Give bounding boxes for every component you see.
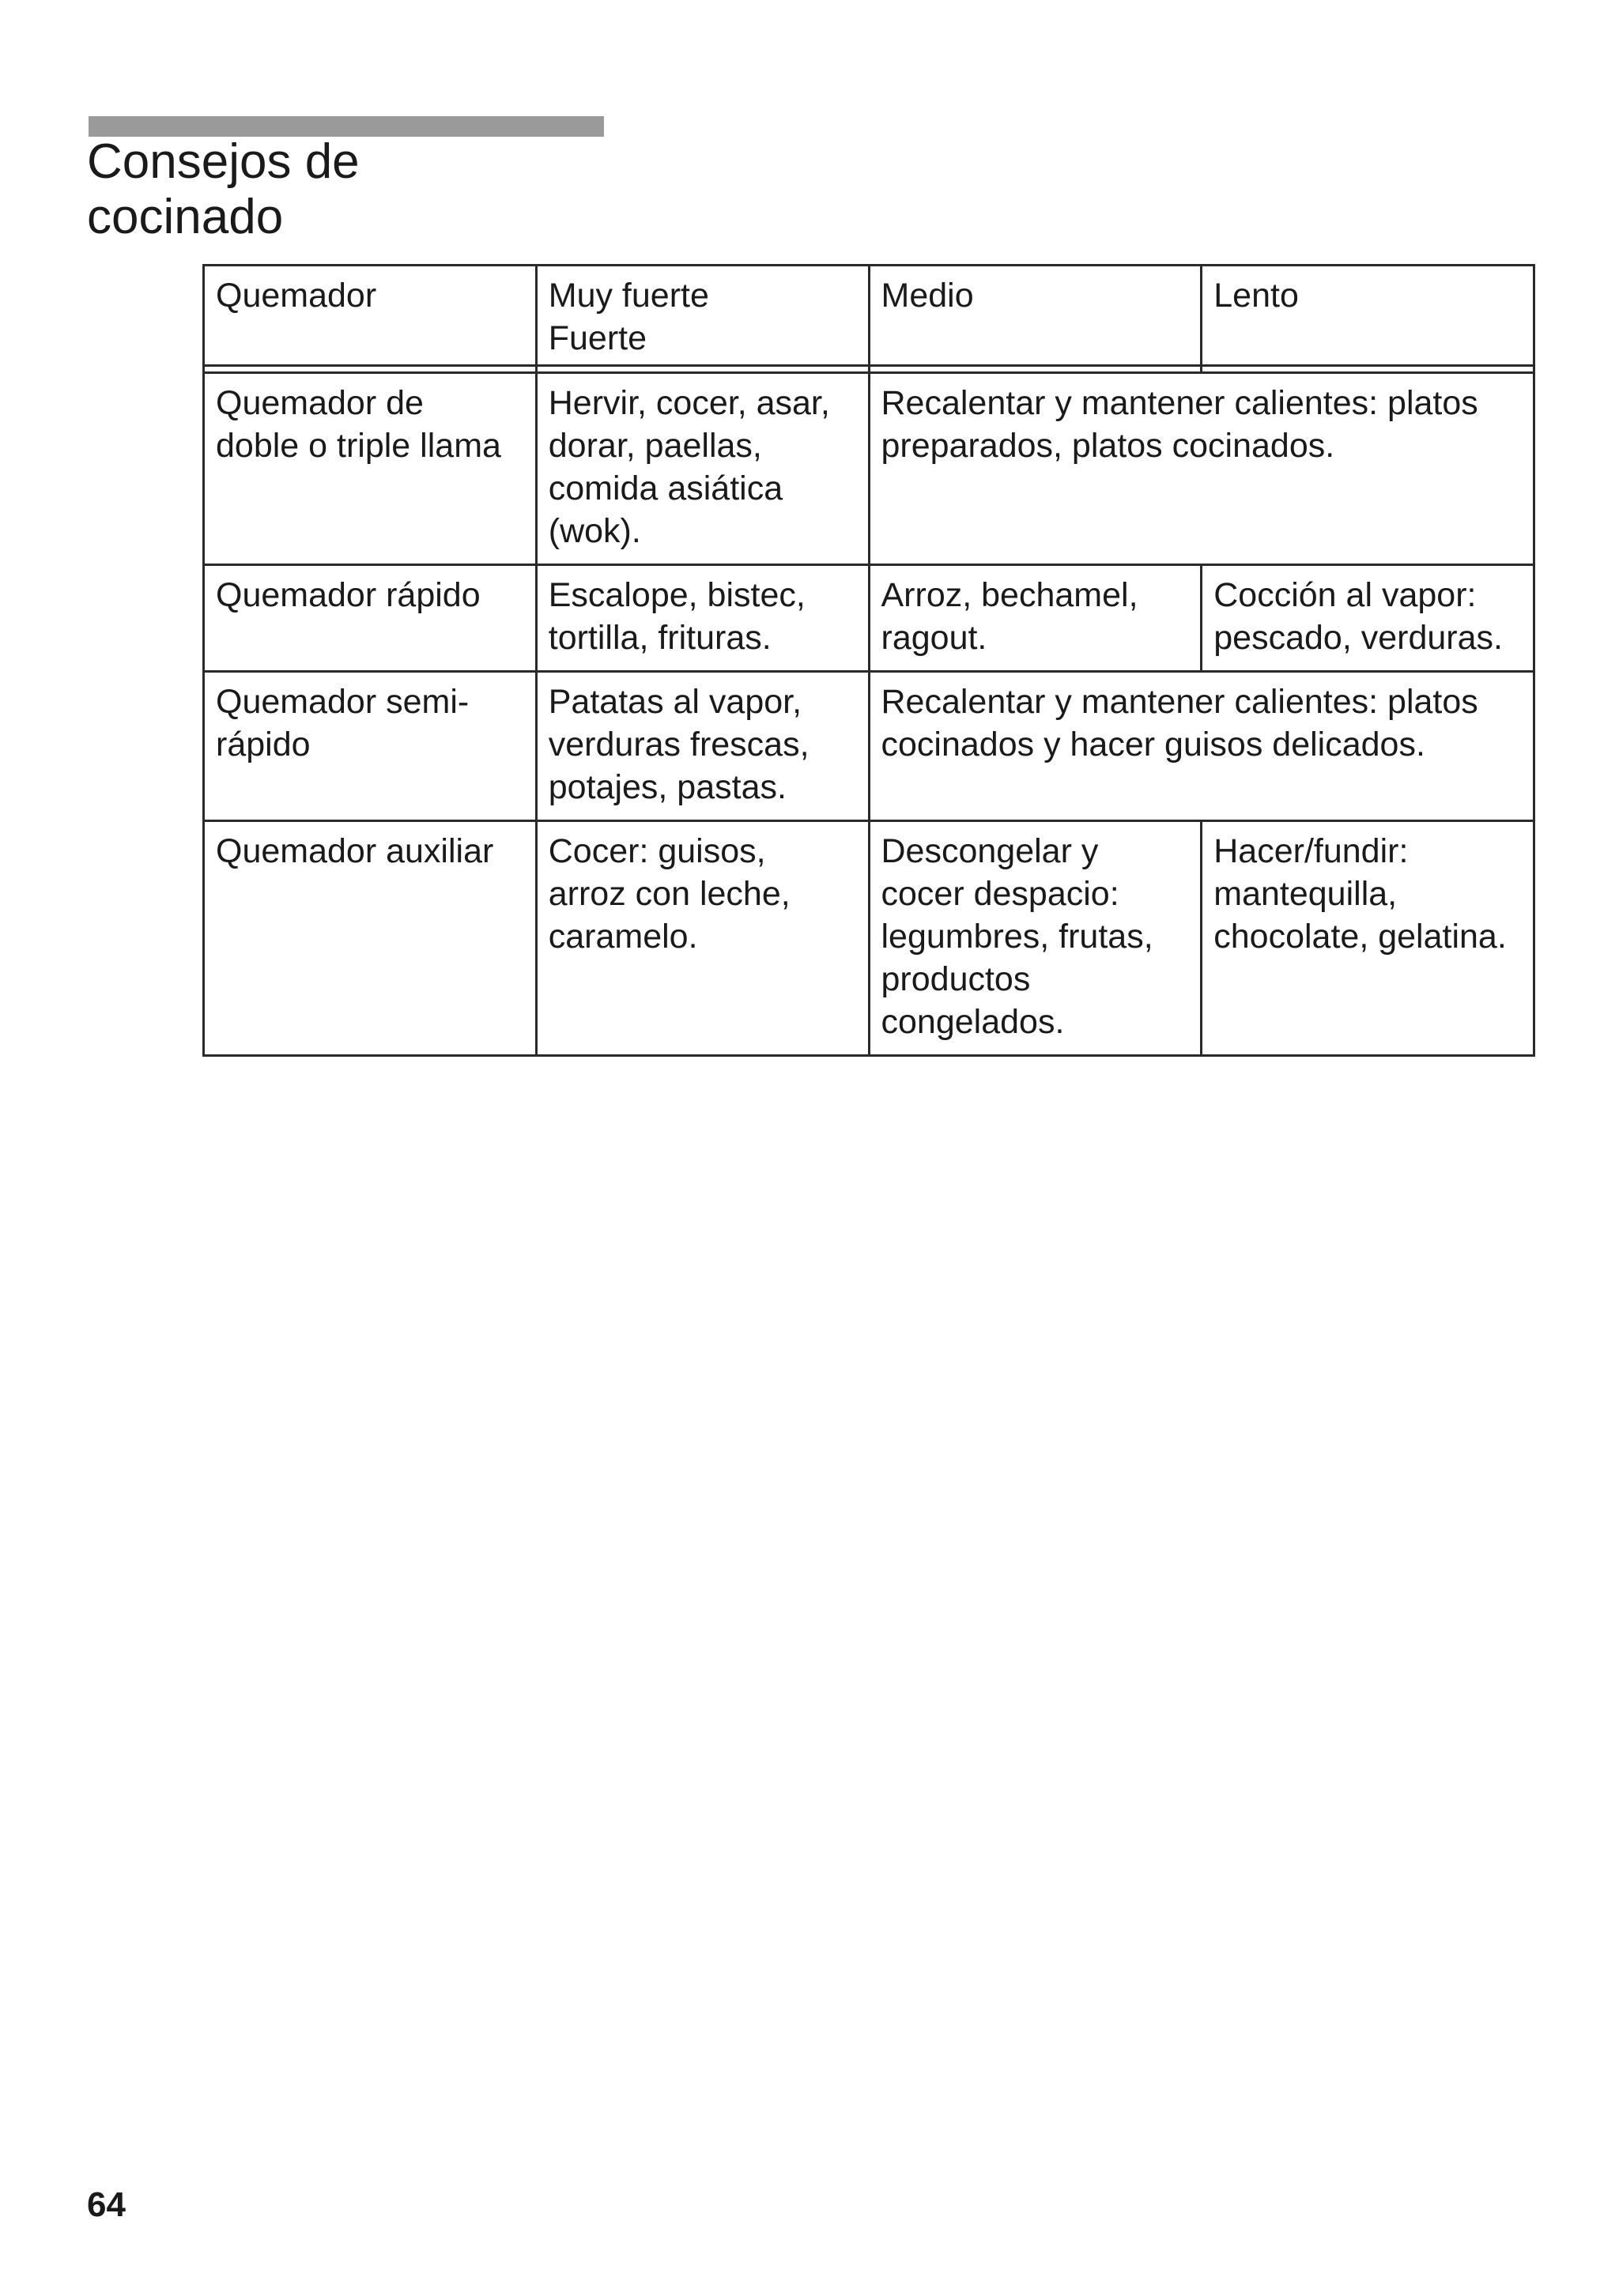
cell-medium: Arroz, bechamel, ragout. [869,565,1202,672]
cell-burner: Quemador de doble o triple llama [204,373,537,565]
cell-very-strong: Cocer: guisos, arroz con leche, caramelo. [536,821,869,1056]
cell-very-strong: Hervir, cocer, asar, dorar, paellas, comida asiática (wok). [536,373,869,565]
header-medium: Medio [869,266,1202,366]
table-row [204,821,1534,1056]
cell-slow: Cocción al vapor: pescado, verduras. [1202,565,1534,672]
cell-medium-and-slow: Recalentar y mantener calientes: platos cocinados y hacer guisos delicados. [869,672,1534,821]
header-very-strong: Muy fuerte Fuerte [536,266,869,366]
header-separator [204,366,1534,373]
cell-medium: Descongelar y cocer despacio: legumbres, frutas, productos congelados. [869,821,1202,1056]
table-header-row [204,266,1534,366]
page-number: 64 [87,2185,126,2224]
header-burner: Quemador [204,266,537,366]
cell-burner: Quemador rápido [204,565,537,672]
cell-very-strong: Patatas al vapor, verduras frescas, potajes, pastas. [536,672,869,821]
cooking-tips-table-container [202,264,1535,1057]
header-slow: Lento [1202,266,1534,366]
cell-burner: Quemador semi- rápido [204,672,537,821]
cell-medium-and-slow: Recalentar y mantener calientes: platos preparados, platos cocinados. [869,373,1534,565]
cell-very-strong: Escalope, bistec, tortilla, frituras. [536,565,869,672]
cell-slow: Hacer/fundir: mantequilla, chocolate, gelatina. [1202,821,1534,1056]
table-row [204,672,1534,821]
table-row [204,373,1534,565]
cell-burner: Quemador auxiliar [204,821,537,1056]
table-row [204,565,1534,672]
cooking-tips-table [202,264,1535,1057]
page-title: Consejos de cocinado [87,134,360,244]
